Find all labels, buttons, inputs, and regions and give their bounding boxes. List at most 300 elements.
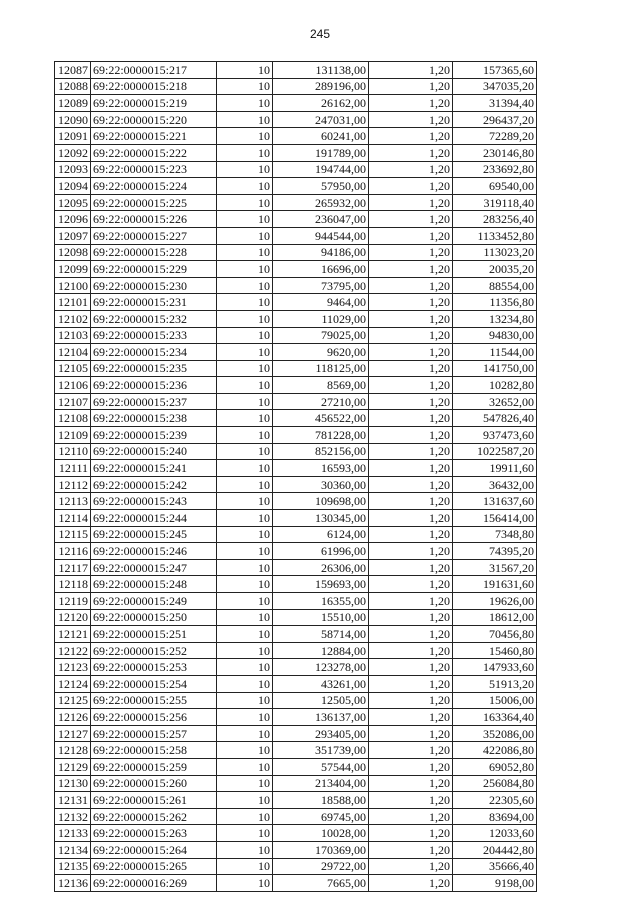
total-cell: 1133452,80	[453, 227, 537, 244]
table-row	[55, 244, 537, 261]
rate-cell: 10	[217, 825, 273, 842]
table-row	[55, 725, 537, 742]
table-row	[55, 393, 537, 410]
total-cell: 19911,60	[453, 460, 537, 477]
coefficient-cell: 1,20	[369, 211, 453, 228]
cadastral-number: 69:22:0000015:256	[91, 709, 217, 726]
rate-cell: 10	[217, 808, 273, 825]
rate-cell: 10	[217, 593, 273, 610]
cadastral-number: 69:22:0000015:260	[91, 775, 217, 792]
value-cell: 12884,00	[273, 642, 369, 659]
rate-cell: 10	[217, 410, 273, 427]
row-number: 12132	[55, 808, 91, 825]
total-cell: 83694,00	[453, 808, 537, 825]
row-number: 12122	[55, 642, 91, 659]
cadastral-number: 69:22:0000015:262	[91, 808, 217, 825]
cadastral-number: 69:22:0000015:255	[91, 692, 217, 709]
coefficient-cell: 1,20	[369, 725, 453, 742]
value-cell: 26162,00	[273, 95, 369, 112]
cadastral-number: 69:22:0000015:246	[91, 543, 217, 560]
row-number: 12131	[55, 792, 91, 809]
value-cell: 194744,00	[273, 161, 369, 178]
table-row	[55, 675, 537, 692]
coefficient-cell: 1,20	[369, 742, 453, 759]
table-row	[55, 95, 537, 112]
rate-cell: 10	[217, 111, 273, 128]
total-cell: 88554,00	[453, 277, 537, 294]
table-row	[55, 144, 537, 161]
row-number: 12126	[55, 709, 91, 726]
coefficient-cell: 1,20	[369, 377, 453, 394]
row-number: 12111	[55, 460, 91, 477]
value-cell: 123278,00	[273, 659, 369, 676]
rate-cell: 10	[217, 543, 273, 560]
total-cell: 12033,60	[453, 825, 537, 842]
coefficient-cell: 1,20	[369, 111, 453, 128]
coefficient-cell: 1,20	[369, 277, 453, 294]
table-row	[55, 294, 537, 311]
row-number: 12103	[55, 327, 91, 344]
total-cell: 422086,80	[453, 742, 537, 759]
total-cell: 319118,40	[453, 194, 537, 211]
table-row	[55, 211, 537, 228]
page-number: 245	[309, 27, 331, 41]
cadastral-number: 69:22:0000015:228	[91, 244, 217, 261]
coefficient-cell: 1,20	[369, 792, 453, 809]
value-cell: 191789,00	[273, 144, 369, 161]
value-cell: 16593,00	[273, 460, 369, 477]
table-row	[55, 659, 537, 676]
coefficient-cell: 1,20	[369, 244, 453, 261]
rate-cell: 10	[217, 559, 273, 576]
rate-cell: 10	[217, 675, 273, 692]
row-number: 12098	[55, 244, 91, 261]
cadastral-number: 69:22:0000015:226	[91, 211, 217, 228]
total-cell: 230146,80	[453, 144, 537, 161]
total-cell: 69540,00	[453, 178, 537, 195]
table-row	[55, 742, 537, 759]
rate-cell: 10	[217, 310, 273, 327]
table-row	[55, 261, 537, 278]
value-cell: 944544,00	[273, 227, 369, 244]
cadastral-number: 69:22:0000015:250	[91, 609, 217, 626]
cadastral-number: 69:22:0000015:265	[91, 858, 217, 875]
table-row	[55, 692, 537, 709]
coefficient-cell: 1,20	[369, 443, 453, 460]
value-cell: 6124,00	[273, 526, 369, 543]
rate-cell: 10	[217, 609, 273, 626]
value-cell: 351739,00	[273, 742, 369, 759]
rate-cell: 10	[217, 377, 273, 394]
total-cell: 1022587,20	[453, 443, 537, 460]
total-cell: 11356,80	[453, 294, 537, 311]
table-row	[55, 161, 537, 178]
table-row	[55, 410, 537, 427]
cadastral-number: 69:22:0000015:229	[91, 261, 217, 278]
total-cell: 36432,00	[453, 476, 537, 493]
coefficient-cell: 1,20	[369, 62, 453, 79]
row-number: 12088	[55, 78, 91, 95]
table-row	[55, 277, 537, 294]
total-cell: 15006,00	[453, 692, 537, 709]
coefficient-cell: 1,20	[369, 78, 453, 95]
row-number: 12115	[55, 526, 91, 543]
cadastral-number: 69:22:0000015:244	[91, 510, 217, 527]
row-number: 12096	[55, 211, 91, 228]
cadastral-number: 69:22:0000015:264	[91, 841, 217, 858]
row-number: 12116	[55, 543, 91, 560]
table-row	[55, 327, 537, 344]
value-cell: 57544,00	[273, 758, 369, 775]
value-cell: 12505,00	[273, 692, 369, 709]
row-number: 12133	[55, 825, 91, 842]
total-cell: 256084,80	[453, 775, 537, 792]
cadastral-number: 69:22:0000015:234	[91, 344, 217, 361]
value-cell: 60241,00	[273, 128, 369, 145]
coefficient-cell: 1,20	[369, 227, 453, 244]
coefficient-cell: 1,20	[369, 95, 453, 112]
rate-cell: 10	[217, 443, 273, 460]
rate-cell: 10	[217, 95, 273, 112]
value-cell: 131138,00	[273, 62, 369, 79]
cadastral-number: 69:22:0000015:257	[91, 725, 217, 742]
value-cell: 16355,00	[273, 593, 369, 610]
total-cell: 204442,80	[453, 841, 537, 858]
row-number: 12129	[55, 758, 91, 775]
coefficient-cell: 1,20	[369, 427, 453, 444]
row-number: 12124	[55, 675, 91, 692]
value-cell: 57950,00	[273, 178, 369, 195]
value-cell: 69745,00	[273, 808, 369, 825]
cadastral-number: 69:22:0000015:237	[91, 393, 217, 410]
row-number: 12108	[55, 410, 91, 427]
cadastral-number: 69:22:0000015:220	[91, 111, 217, 128]
total-cell: 72289,20	[453, 128, 537, 145]
value-cell: 130345,00	[273, 510, 369, 527]
coefficient-cell: 1,20	[369, 460, 453, 477]
rate-cell: 10	[217, 244, 273, 261]
rate-cell: 10	[217, 327, 273, 344]
coefficient-cell: 1,20	[369, 609, 453, 626]
coefficient-cell: 1,20	[369, 692, 453, 709]
rate-cell: 10	[217, 576, 273, 593]
coefficient-cell: 1,20	[369, 410, 453, 427]
total-cell: 11544,00	[453, 344, 537, 361]
total-cell: 157365,60	[453, 62, 537, 79]
coefficient-cell: 1,20	[369, 659, 453, 676]
value-cell: 781228,00	[273, 427, 369, 444]
row-number: 12091	[55, 128, 91, 145]
table-row	[55, 62, 537, 79]
cadastral-number: 69:22:0000015:252	[91, 642, 217, 659]
total-cell: 9198,00	[453, 875, 537, 892]
rate-cell: 10	[217, 128, 273, 145]
cadastral-number: 69:22:0000015:251	[91, 626, 217, 643]
cadastral-number: 69:22:0000015:241	[91, 460, 217, 477]
table-row	[55, 626, 537, 643]
total-cell: 69052,80	[453, 758, 537, 775]
rate-cell: 10	[217, 360, 273, 377]
total-cell: 156414,00	[453, 510, 537, 527]
rate-cell: 10	[217, 277, 273, 294]
row-number: 12118	[55, 576, 91, 593]
table-row	[55, 559, 537, 576]
table-row	[55, 593, 537, 610]
value-cell: 8569,00	[273, 377, 369, 394]
table-row	[55, 526, 537, 543]
value-cell: 15510,00	[273, 609, 369, 626]
rate-cell: 10	[217, 725, 273, 742]
cadastral-number: 69:22:0000015:224	[91, 178, 217, 195]
table-row	[55, 825, 537, 842]
row-number: 12119	[55, 593, 91, 610]
value-cell: 7665,00	[273, 875, 369, 892]
table-row	[55, 709, 537, 726]
row-number: 12123	[55, 659, 91, 676]
coefficient-cell: 1,20	[369, 510, 453, 527]
rate-cell: 10	[217, 526, 273, 543]
rate-cell: 10	[217, 758, 273, 775]
coefficient-cell: 1,20	[369, 675, 453, 692]
table-row	[55, 775, 537, 792]
total-cell: 13234,80	[453, 310, 537, 327]
coefficient-cell: 1,20	[369, 493, 453, 510]
coefficient-cell: 1,20	[369, 543, 453, 560]
rate-cell: 10	[217, 493, 273, 510]
row-number: 12100	[55, 277, 91, 294]
value-cell: 289196,00	[273, 78, 369, 95]
table-row	[55, 510, 537, 527]
table-row	[55, 377, 537, 394]
row-number: 12094	[55, 178, 91, 195]
rate-cell: 10	[217, 211, 273, 228]
row-number: 12117	[55, 559, 91, 576]
value-cell: 265932,00	[273, 194, 369, 211]
total-cell: 283256,40	[453, 211, 537, 228]
value-cell: 9620,00	[273, 344, 369, 361]
row-number: 12101	[55, 294, 91, 311]
row-number: 12135	[55, 858, 91, 875]
value-cell: 26306,00	[273, 559, 369, 576]
value-cell: 118125,00	[273, 360, 369, 377]
value-cell: 58714,00	[273, 626, 369, 643]
cadastral-number: 69:22:0000015:236	[91, 377, 217, 394]
cadastral-number: 69:22:0000015:261	[91, 792, 217, 809]
row-number: 12136	[55, 875, 91, 892]
row-number: 12106	[55, 377, 91, 394]
total-cell: 15460,80	[453, 642, 537, 659]
total-cell: 70456,80	[453, 626, 537, 643]
coefficient-cell: 1,20	[369, 144, 453, 161]
coefficient-cell: 1,20	[369, 310, 453, 327]
row-number: 12113	[55, 493, 91, 510]
rate-cell: 10	[217, 78, 273, 95]
rate-cell: 10	[217, 194, 273, 211]
value-cell: 109698,00	[273, 493, 369, 510]
rate-cell: 10	[217, 261, 273, 278]
cadastral-number: 69:22:0000015:258	[91, 742, 217, 759]
row-number: 12107	[55, 393, 91, 410]
total-cell: 31567,20	[453, 559, 537, 576]
value-cell: 16696,00	[273, 261, 369, 278]
table-row	[55, 427, 537, 444]
total-cell: 19626,00	[453, 593, 537, 610]
rate-cell: 10	[217, 792, 273, 809]
rate-cell: 10	[217, 709, 273, 726]
cadastral-number: 69:22:0000015:253	[91, 659, 217, 676]
total-cell: 10282,80	[453, 377, 537, 394]
coefficient-cell: 1,20	[369, 593, 453, 610]
row-number: 12092	[55, 144, 91, 161]
value-cell: 61996,00	[273, 543, 369, 560]
coefficient-cell: 1,20	[369, 393, 453, 410]
table-row	[55, 609, 537, 626]
value-cell: 18588,00	[273, 792, 369, 809]
value-cell: 73795,00	[273, 277, 369, 294]
row-number: 12125	[55, 692, 91, 709]
coefficient-cell: 1,20	[369, 128, 453, 145]
row-number: 12089	[55, 95, 91, 112]
value-cell: 136137,00	[273, 709, 369, 726]
table-row	[55, 360, 537, 377]
coefficient-cell: 1,20	[369, 344, 453, 361]
coefficient-cell: 1,20	[369, 294, 453, 311]
value-cell: 9464,00	[273, 294, 369, 311]
cadastral-number: 69:22:0000015:238	[91, 410, 217, 427]
total-cell: 74395,20	[453, 543, 537, 560]
rate-cell: 10	[217, 62, 273, 79]
row-number: 12120	[55, 609, 91, 626]
rate-cell: 10	[217, 659, 273, 676]
total-cell: 20035,20	[453, 261, 537, 278]
rate-cell: 10	[217, 858, 273, 875]
cadastral-number: 69:22:0000015:247	[91, 559, 217, 576]
cadastral-number: 69:22:0000015:254	[91, 675, 217, 692]
total-cell: 191631,60	[453, 576, 537, 593]
table-body	[55, 62, 537, 892]
coefficient-cell: 1,20	[369, 841, 453, 858]
total-cell: 18612,00	[453, 609, 537, 626]
cadastral-number: 69:22:0000016:269	[91, 875, 217, 892]
value-cell: 213404,00	[273, 775, 369, 792]
table-row	[55, 576, 537, 593]
coefficient-cell: 1,20	[369, 261, 453, 278]
row-number: 12090	[55, 111, 91, 128]
value-cell: 30360,00	[273, 476, 369, 493]
cadastral-number: 69:22:0000015:230	[91, 277, 217, 294]
cadastral-number: 69:22:0000015:239	[91, 427, 217, 444]
row-number: 12134	[55, 841, 91, 858]
table-row	[55, 310, 537, 327]
total-cell: 937473,60	[453, 427, 537, 444]
rate-cell: 10	[217, 775, 273, 792]
rate-cell: 10	[217, 227, 273, 244]
cadastral-number: 69:22:0000015:225	[91, 194, 217, 211]
coefficient-cell: 1,20	[369, 526, 453, 543]
row-number: 12109	[55, 427, 91, 444]
coefficient-cell: 1,20	[369, 875, 453, 892]
rate-cell: 10	[217, 692, 273, 709]
cadastral-number: 69:22:0000015:240	[91, 443, 217, 460]
row-number: 12127	[55, 725, 91, 742]
table-row	[55, 758, 537, 775]
row-number: 12093	[55, 161, 91, 178]
coefficient-cell: 1,20	[369, 327, 453, 344]
coefficient-cell: 1,20	[369, 858, 453, 875]
table-row	[55, 194, 537, 211]
table-row	[55, 858, 537, 875]
value-cell: 170369,00	[273, 841, 369, 858]
value-cell: 43261,00	[273, 675, 369, 692]
cadastral-number: 69:22:0000015:245	[91, 526, 217, 543]
value-cell: 10028,00	[273, 825, 369, 842]
table-row	[55, 460, 537, 477]
coefficient-cell: 1,20	[369, 576, 453, 593]
row-number: 12087	[55, 62, 91, 79]
row-number: 12104	[55, 344, 91, 361]
total-cell: 352086,00	[453, 725, 537, 742]
rate-cell: 10	[217, 626, 273, 643]
total-cell: 547826,40	[453, 410, 537, 427]
rate-cell: 10	[217, 344, 273, 361]
cadastral-number: 69:22:0000015:259	[91, 758, 217, 775]
row-number: 12097	[55, 227, 91, 244]
table-row	[55, 808, 537, 825]
coefficient-cell: 1,20	[369, 360, 453, 377]
table-row	[55, 841, 537, 858]
rate-cell: 10	[217, 841, 273, 858]
cadastral-number: 69:22:0000015:233	[91, 327, 217, 344]
coefficient-cell: 1,20	[369, 626, 453, 643]
table-row	[55, 642, 537, 659]
table-row	[55, 78, 537, 95]
total-cell: 22305,60	[453, 792, 537, 809]
table-row	[55, 128, 537, 145]
total-cell: 51913,20	[453, 675, 537, 692]
total-cell: 35666,40	[453, 858, 537, 875]
rate-cell: 10	[217, 510, 273, 527]
total-cell: 31394,40	[453, 95, 537, 112]
value-cell: 79025,00	[273, 327, 369, 344]
rate-cell: 10	[217, 144, 273, 161]
rate-cell: 10	[217, 642, 273, 659]
cadastral-number: 69:22:0000015:249	[91, 593, 217, 610]
cadastral-table	[54, 61, 537, 892]
cadastral-number: 69:22:0000015:231	[91, 294, 217, 311]
total-cell: 141750,00	[453, 360, 537, 377]
cadastral-number: 69:22:0000015:221	[91, 128, 217, 145]
value-cell: 236047,00	[273, 211, 369, 228]
coefficient-cell: 1,20	[369, 709, 453, 726]
table-row	[55, 178, 537, 195]
total-cell: 147933,60	[453, 659, 537, 676]
cadastral-number: 69:22:0000015:243	[91, 493, 217, 510]
value-cell: 456522,00	[273, 410, 369, 427]
value-cell: 852156,00	[273, 443, 369, 460]
rate-cell: 10	[217, 294, 273, 311]
table-row	[55, 543, 537, 560]
value-cell: 293405,00	[273, 725, 369, 742]
table-row	[55, 875, 537, 892]
total-cell: 113023,20	[453, 244, 537, 261]
value-cell: 247031,00	[273, 111, 369, 128]
cadastral-number: 69:22:0000015:219	[91, 95, 217, 112]
value-cell: 159693,00	[273, 576, 369, 593]
table-row	[55, 227, 537, 244]
row-number: 12121	[55, 626, 91, 643]
cadastral-number: 69:22:0000015:232	[91, 310, 217, 327]
cadastral-number: 69:22:0000015:217	[91, 62, 217, 79]
